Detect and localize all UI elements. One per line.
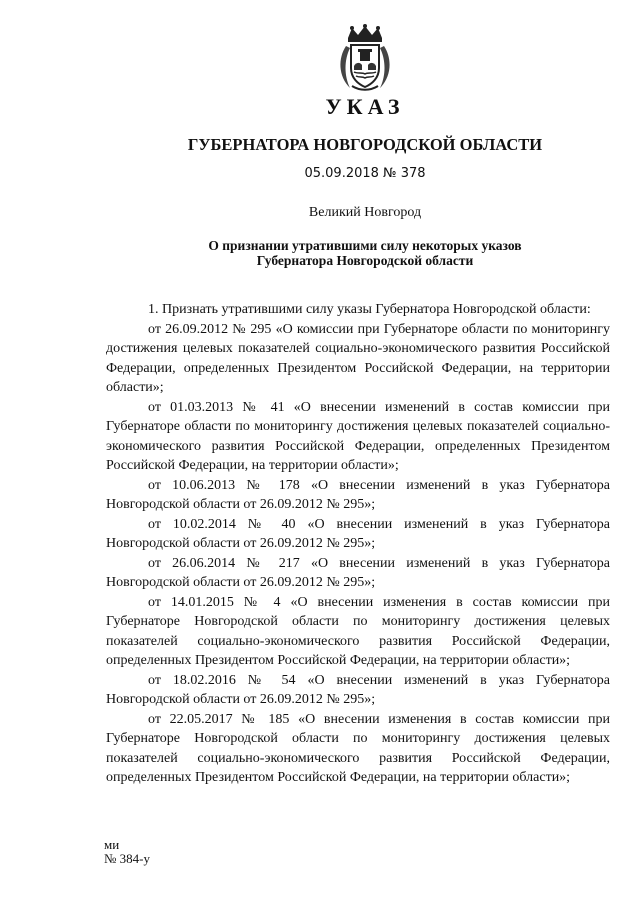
paragraph: от 10.02.2014 № 40 «О внесении изменений в указ Губернатора Новгородской области от 26.09.2012 № 295»; [106,516,610,551]
paragraph: от 10.06.2013 № 178 «О внесении изменений в указ Губернатора Новгородской области от 26.09.2012 № 295»; [106,477,610,512]
city: Великий Новгород [308,205,422,220]
footer-initials: ми [104,837,120,852]
heading-line-2: Губернатора Новгородской области [256,253,474,268]
footer-mark [104,838,150,866]
paragraph: от 01.03.2013 № 41 «О внесении изменений в состав комиссии при Губернаторе области по мониторингу достижения целевых показателей социально-экономического развития Российской Федерации, определенных Президентом Российской Федерации, на территории области»; [106,399,610,473]
paragraph: от 22.05.2017 № 185 «О внесении изменения в состав комиссии при Губернаторе Новгородской области по мониторингу достижения целевых показателей социально-экономического развития Российской Федерации, определенных Президентом Российской Федерации, на территории области»; [106,711,610,785]
decree-heading [0,238,640,268]
footer-doc-number: № 384-у [104,851,150,866]
heading-line-1: О признании утратившими силу некоторых указов [208,238,522,253]
decree-title: УКАЗ [325,94,405,119]
paragraph: 1. Признать утратившими силу указы Губернатора Новгородской области: [148,302,591,317]
date-and-number: 05.09.2018 № 378 [304,166,426,181]
paragraph: от 26.09.2012 № 295 «О комиссии при Губернаторе области по мониторингу достижения целевых показателей социально-экономического развития Российской Федерации, определенных Президентом Российской Федерации, на территории области»; [106,321,610,395]
paragraph: от 18.02.2016 № 54 «О внесении изменений в указ Губернатора Новгородской области от 26.09.2012 № 295»; [106,672,610,707]
paragraph: от 14.01.2015 № 4 «О внесении изменения в состав комиссии при Губернаторе Новгородской области по мониторингу достижения целевых показателей социально-экономического развития Российской Федерации, определенных Президентом Российской Федерации, на территории области»; [106,594,610,668]
decree-body [106,300,610,788]
issuer-title: ГУБЕРНАТОРА НОВГОРОДСКОЙ ОБЛАСТИ [187,135,543,154]
coat-of-arms-icon [336,24,394,92]
paragraph: от 26.06.2014 № 217 «О внесении изменений в указ Губернатора Новгородской области от 26.09.2012 № 295»; [106,555,610,590]
